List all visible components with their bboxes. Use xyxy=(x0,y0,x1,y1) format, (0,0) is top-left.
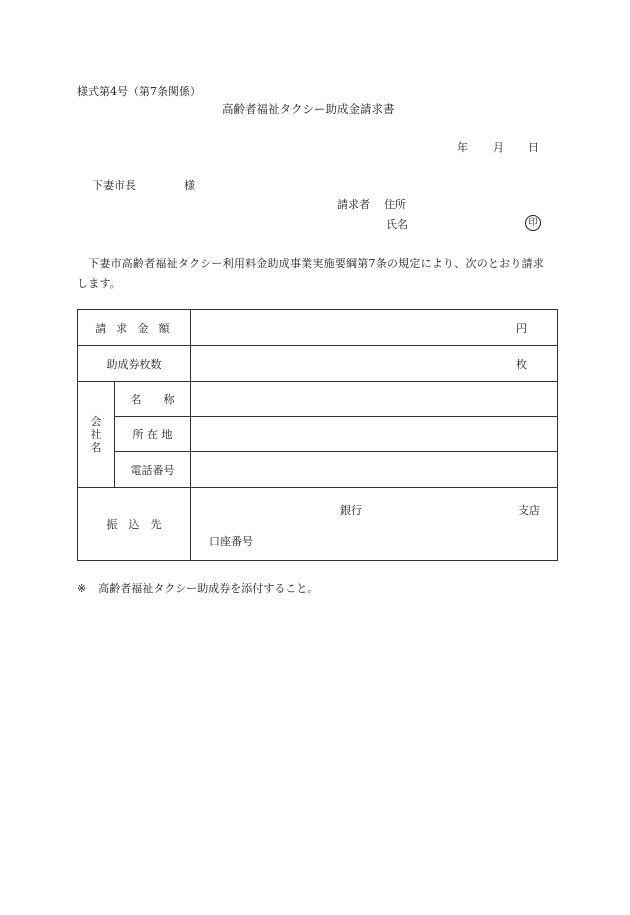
table-row-tickets xyxy=(78,346,558,382)
company-phone-label: 電話番号 xyxy=(115,452,191,488)
date-day-label: 日 xyxy=(528,141,539,154)
account-number-label: 口座番号 xyxy=(209,535,253,548)
company-name-label: 名 称 xyxy=(115,382,191,417)
name-label: 氏名 xyxy=(386,218,408,231)
company-name-field[interactable] xyxy=(191,382,558,417)
transfer-label: 振 込 先 xyxy=(78,488,191,561)
tickets-unit: 枚 xyxy=(516,357,527,371)
claim-table xyxy=(77,309,558,561)
company-address-label: 所 在 地 xyxy=(115,417,191,452)
branch-label: 支店 xyxy=(518,504,540,517)
claimant-label: 請求者 xyxy=(337,198,370,211)
table-row-company-address xyxy=(78,417,558,452)
date-month-label: 月 xyxy=(493,141,504,154)
transfer-field[interactable] xyxy=(191,488,558,561)
document-title: 高齢者福祉タクシー助成金請求書 xyxy=(222,102,395,116)
table-row-amount xyxy=(78,310,558,346)
table-row-company-name xyxy=(78,382,558,417)
addressee: 下妻市長 xyxy=(92,179,136,192)
amount-unit: 円 xyxy=(516,321,527,335)
tickets-label: 助成券枚数 xyxy=(78,346,191,382)
amount-label: 請 求 金 額 xyxy=(78,310,191,346)
address-label: 住所 xyxy=(384,198,406,211)
honorific: 様 xyxy=(184,179,195,192)
bank-label: 銀行 xyxy=(340,504,362,517)
note-text: 高齢者福祉タクシー助成券を添付すること。 xyxy=(98,582,319,595)
attachment-note xyxy=(77,583,318,594)
note-mark: ※ xyxy=(77,582,87,595)
company-phone-field[interactable] xyxy=(191,452,558,488)
tickets-field[interactable] xyxy=(191,346,558,382)
table-row-company-phone xyxy=(78,452,558,488)
date-year-label: 年 xyxy=(457,141,468,154)
amount-field[interactable] xyxy=(191,310,558,346)
form-number: 様式第4号（第7条関係） xyxy=(77,85,201,98)
company-label: 会 社 名 xyxy=(78,382,115,488)
seal-icon: 印 xyxy=(525,215,541,231)
table-row-transfer xyxy=(78,488,558,561)
body-paragraph: 下妻市高齢者福祉タクシー利用料金助成事業実施要綱第7条の規定により、次のとおり請求します。 xyxy=(77,257,545,290)
company-address-field[interactable] xyxy=(191,417,558,452)
